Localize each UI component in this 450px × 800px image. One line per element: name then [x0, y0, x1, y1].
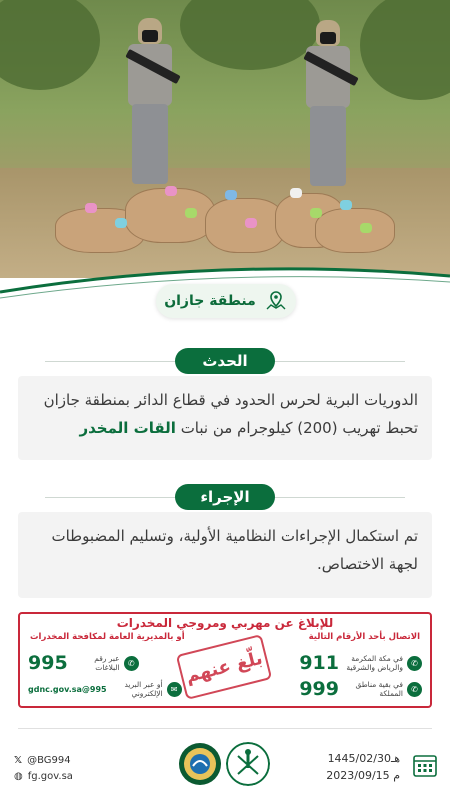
right-heading: الاتصال بأحد الأرقام التالية: [308, 632, 420, 642]
event-card: [18, 376, 432, 460]
twitter-handle: @BG994: [27, 754, 71, 766]
reports-line[interactable]: [28, 652, 139, 674]
report-stamp: بلّغ عنهم: [176, 634, 273, 700]
globe-icon: ◍: [14, 770, 23, 782]
action-card: [18, 512, 432, 598]
map-pin-icon: [264, 289, 288, 313]
seized-bags: [55, 178, 395, 258]
report-title: للإبلاغ عن مهربي ومروجي المخدرات: [116, 616, 334, 630]
email-line[interactable]: [28, 678, 182, 700]
other-label: في بقية مناطق المملكة: [355, 680, 403, 698]
report-box: [18, 612, 432, 708]
hijri-date: 1445/02/30هـ: [327, 752, 400, 765]
date-block: [326, 752, 400, 782]
email-icon: ✉: [167, 682, 182, 697]
reports-label: عبر رقم البلاغات: [94, 654, 120, 672]
twitter-link[interactable]: [14, 752, 73, 768]
border-guard-logo: [178, 742, 222, 786]
action-title: الإجراء: [175, 484, 275, 510]
region-badge: [156, 284, 296, 318]
soldier-left: [116, 18, 186, 188]
phone-icon: ✆: [407, 656, 422, 671]
makkah-label: في مكة المكرمة والرياض والشرقية: [346, 654, 403, 672]
other-line[interactable]: [299, 678, 422, 700]
website-url: fg.gov.sa: [27, 770, 73, 782]
email-address: 995@gdnc.gov.sa: [28, 684, 107, 694]
gregorian-date: 2023/09/15 م: [326, 769, 400, 782]
makkah-line[interactable]: [299, 652, 422, 674]
reports-number: 995: [28, 652, 68, 674]
phone-icon: ✆: [124, 656, 139, 671]
event-title: الحدث: [175, 348, 275, 374]
event-text-main: الدوريات البرية لحرس الحدود في قطاع الدائر بمنطقة جازان تحبط تهريب (200) كيلوجرام من نبات: [43, 391, 418, 437]
social-links: [14, 752, 73, 784]
x-icon: 𝕏: [14, 754, 23, 766]
event-text: [32, 386, 418, 442]
ministry-logo: [226, 742, 270, 786]
action-text: تم استكمال الإجراءات النظامية الأولية، وتسليم المضبوطات لجهة الاختصاص.: [51, 527, 418, 573]
website-link[interactable]: [14, 768, 73, 784]
seizure-photo: [0, 0, 450, 278]
soldier-right: [294, 20, 364, 190]
makkah-number: 911: [299, 652, 339, 674]
region-label: منطقة جازان: [164, 293, 256, 309]
email-label: أو عبر البريد الإلكتروني: [124, 680, 163, 698]
phone-icon: ✆: [407, 682, 422, 697]
event-text-highlight: القات المخدر: [79, 419, 176, 437]
footer-rule: [18, 728, 432, 729]
calendar-icon: [412, 752, 438, 778]
left-heading: أو بالمديرية العامة لمكافحة المخدرات: [30, 632, 185, 642]
other-number: 999: [299, 678, 339, 700]
